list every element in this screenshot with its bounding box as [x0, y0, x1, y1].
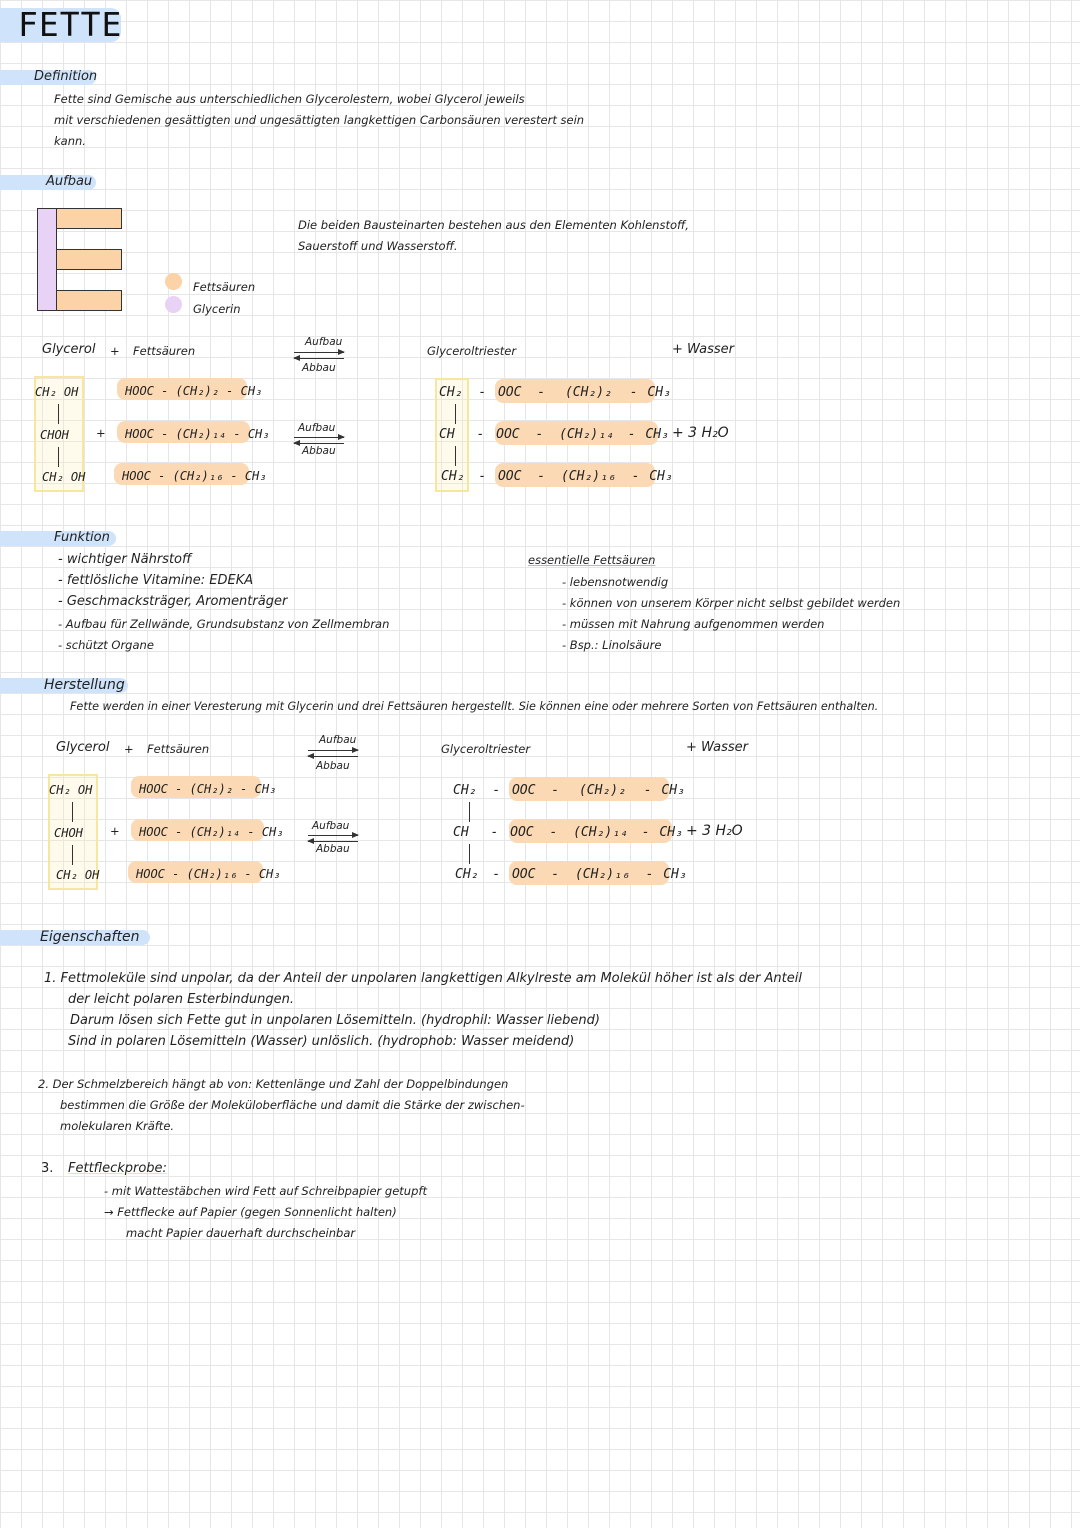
plus-sign: + — [124, 742, 134, 756]
fatty-acids-label: Fettsäuren — [147, 742, 210, 756]
legend-glycerin-label: Glycerin — [193, 302, 241, 316]
bond-line — [58, 404, 59, 424]
arrow-label-abbau: Abbau — [302, 362, 336, 374]
bond-line — [455, 404, 456, 424]
essential-item-4: - Bsp.: Linolsäure — [562, 638, 662, 652]
ester-row-1: CH₂ - OOC - (CH₂)₂ - CH₃ — [453, 783, 685, 798]
glycerol-row-2: CHOH — [54, 826, 83, 840]
ester-row-3: CH₂ - OOC - (CH₂)₁₆ - CH₃ — [441, 469, 673, 484]
property-1-line-2: der leicht polaren Esterbindungen. — [68, 992, 294, 1007]
property-1-line-3: Darum lösen sich Fette gut in unpolaren Lösemitteln. (hydrophil: Wasser liebend) — [70, 1013, 600, 1028]
arrow-label-aufbau: Aufbau — [319, 734, 357, 746]
herstellung-line: Fette werden in einer Veresterung mit Glycerin und drei Fettsäuren hergestellt. Sie können eine oder mehrere Sorten von Fettsäuren enthalten. — [70, 700, 879, 713]
funktion-item-1: - wichtiger Nährstoff — [58, 552, 192, 567]
funktion-item-2: - fettlösliche Vitamine: EDEKA — [58, 573, 254, 588]
plus-sign: + — [110, 344, 120, 358]
acid-2: HOOC - (CH₂)₁₄ - CH₃ — [125, 427, 270, 441]
ester-row-2: CH - OOC - (CH₂)₁₄ - CH₃ — [453, 825, 683, 840]
definition-line-1: Fette sind Gemische aus unterschiedlichen Glycerolestern, wobei Glycerol jeweils — [54, 92, 525, 106]
glycerol-label: Glycerol — [56, 740, 110, 755]
ester-row-3: CH₂ - OOC - (CH₂)₁₆ - CH₃ — [455, 867, 687, 882]
bond-line — [469, 802, 470, 822]
arrow-left — [294, 358, 344, 359]
ester-row-1: CH₂ - OOC - (CH₂)₂ - CH₃ — [439, 385, 671, 400]
acid-3: HOOC - (CH₂)₁₆ - CH₃ — [122, 469, 267, 483]
fatty-acid-block-3 — [56, 290, 122, 311]
arrow-label-aufbau: Aufbau — [312, 820, 350, 832]
plus-sign: + — [110, 824, 120, 838]
legend-fattyacid-label: Fettsäuren — [193, 280, 256, 294]
property-3-line-3: macht Papier dauerhaft durchscheinbar — [126, 1226, 356, 1240]
arrow-left — [294, 443, 344, 444]
arrow-right — [294, 437, 344, 438]
definition-line-3: kann. — [54, 134, 86, 148]
water-label: + Wasser — [686, 740, 749, 755]
bond-line — [72, 845, 73, 865]
acid-2: HOOC - (CH₂)₁₄ - CH₃ — [139, 825, 284, 839]
arrow-right — [308, 750, 358, 751]
bond-line — [455, 446, 456, 466]
glycerol-row-2: CHOH — [40, 428, 69, 442]
aufbau-heading: Aufbau — [46, 174, 93, 189]
bond-line — [58, 447, 59, 467]
ester-row-2: CH - OOC - (CH₂)₁₄ - CH₃ — [439, 427, 669, 442]
arrow-label-aufbau: Aufbau — [305, 336, 343, 348]
property-2-line-1: 2. Der Schmelzbereich hängt ab von: Kettenlänge und Zahl der Doppelbindungen — [38, 1077, 509, 1091]
legend-glycerin-dot — [165, 296, 182, 313]
essential-heading: essentielle Fettsäuren — [528, 553, 656, 567]
arrow-left — [308, 841, 358, 842]
water-label: + Wasser — [672, 342, 735, 357]
arrow-label-abbau: Abbau — [316, 843, 350, 855]
water-product: + 3 H₂O — [686, 823, 743, 839]
water-product: + 3 H₂O — [672, 425, 729, 441]
arrow-label-abbau: Abbau — [316, 760, 350, 772]
acid-3: HOOC - (CH₂)₁₆ - CH₃ — [136, 867, 281, 881]
bond-line — [72, 802, 73, 822]
property-1-line-4: Sind in polaren Lösemitteln (Wasser) unlöslich. (hydrophob: Wasser meidend) — [68, 1034, 575, 1049]
glycerol-row-3: CH₂ OH — [56, 868, 100, 882]
eigenschaften-heading: Eigenschaften — [40, 929, 140, 945]
property-3-line-2: → Fettflecke auf Papier (gegen Sonnenlicht halten) — [104, 1205, 397, 1219]
funktion-heading: Funktion — [54, 530, 110, 545]
fatty-acid-block-2 — [56, 249, 122, 270]
fatty-acids-label: Fettsäuren — [133, 344, 196, 358]
bond-line — [469, 844, 470, 864]
glycerin-block — [37, 208, 57, 311]
acid-1: HOOC - (CH₂)₂ - CH₃ — [139, 782, 277, 796]
arrow-left — [308, 756, 358, 757]
glycerol-row-3: CH₂ OH — [42, 470, 86, 484]
property-1-line-1: 1. Fettmoleküle sind unpolar, da der Anteil der unpolaren langkettigen Alkylreste am Molekül höher ist als der Anteil — [44, 971, 802, 986]
glycerol-row-1: CH₂ OH — [35, 385, 79, 399]
aufbau-desc-line-2: Sauerstoff und Wasserstoff. — [298, 239, 458, 253]
funktion-item-4: - Aufbau für Zellwände, Grundsubstanz von Zellmembran — [58, 617, 390, 631]
property-2-line-3: molekularen Kräfte. — [60, 1119, 175, 1133]
funktion-item-3: - Geschmacksträger, Aromenträger — [58, 594, 288, 609]
glycerol-label: Glycerol — [42, 342, 96, 357]
essential-item-3: - müssen mit Nahrung aufgenommen werden — [562, 617, 825, 631]
legend-fattyacid-dot — [165, 273, 182, 290]
glycerol-row-1: CH₂ OH — [49, 783, 93, 797]
ester-label: Glyceroltriester — [441, 742, 531, 756]
definition-heading: Definition — [34, 69, 98, 84]
ester-label: Glyceroltriester — [427, 344, 517, 358]
arrow-label-aufbau: Aufbau — [298, 422, 336, 434]
plus-sign: + — [96, 426, 106, 440]
fatty-acid-block-1 — [56, 208, 122, 229]
arrow-right — [294, 352, 344, 353]
acid-1: HOOC - (CH₂)₂ - CH₃ — [125, 384, 263, 398]
property-3-heading: Fettfleckprobe: — [68, 1161, 167, 1176]
property-2-line-2: bestimmen die Größe der Moleküloberfläche und damit die Stärke der zwischen- — [60, 1098, 525, 1112]
property-3-line-1: - mit Wattestäbchen wird Fett auf Schreibpapier getupft — [104, 1184, 427, 1198]
arrow-right — [308, 835, 358, 836]
essential-item-1: - lebensnotwendig — [562, 575, 669, 589]
herstellung-heading: Herstellung — [44, 677, 125, 693]
arrow-label-abbau: Abbau — [302, 445, 336, 457]
funktion-item-5: - schützt Organe — [58, 638, 154, 652]
property-3-number: 3. — [41, 1161, 54, 1176]
aufbau-desc-line-1: Die beiden Bausteinarten bestehen aus den Elementen Kohlenstoff, — [298, 218, 689, 232]
definition-line-2: mit verschiedenen gesättigten und ungesättigten langkettigen Carbonsäuren verestert sein — [54, 113, 585, 127]
essential-item-2: - können von unserem Körper nicht selbst gebildet werden — [562, 596, 901, 610]
page-title: FETTE — [0, 8, 121, 42]
